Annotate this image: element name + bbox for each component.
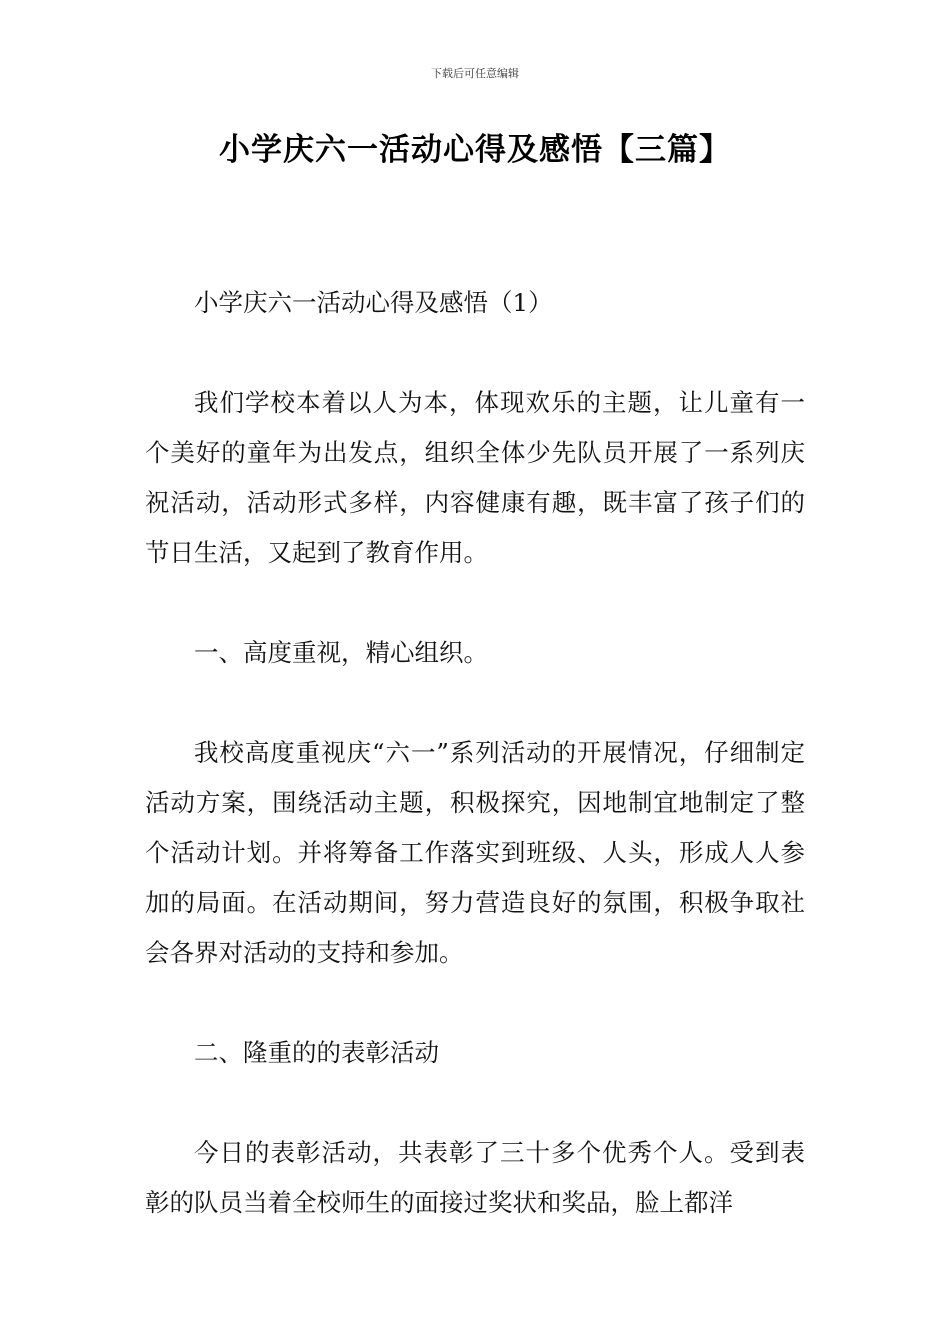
paragraph-commendation: 今日的表彰活动，共表彰了三十多个优秀个人。受到表彰的队员当着全校师生的面接过奖状和奖品，脸上都洋	[145, 1138, 805, 1217]
download-note: 下载后可任意编辑	[431, 67, 519, 80]
section-heading-1: 一、高度重视，精心组织。	[194, 638, 488, 667]
document-body	[145, 278, 805, 1228]
section-subtitle: 小学庆六一活动心得及感悟（1）	[194, 288, 553, 317]
intro-paragraph: 我们学校本着以人为本，体现欢乐的主题，让儿童有一个美好的童年为出发点，组织全体少先队员开展了一系列庆祝活动，活动形式多样，内容健康有趣，既丰富了孩子们的节日生活，又起到了教育作用。	[145, 388, 805, 567]
document-title: 小学庆六一活动心得及感悟【三篇】	[219, 132, 731, 168]
section-heading-2: 二、隆重的的表彰活动	[194, 1038, 439, 1067]
paragraph-organization: 我校高度重视庆“六一”系列活动的开展情况，仔细制定活动方案，围绕活动主题，积极探究，因地制宜地制定了整个活动计划。并将筹备工作落实到班级、人头，形成人人参加的局面。在活动期间，努力营造良好的氛围，积极争取社会各界对活动的支持和参加。	[145, 738, 805, 967]
